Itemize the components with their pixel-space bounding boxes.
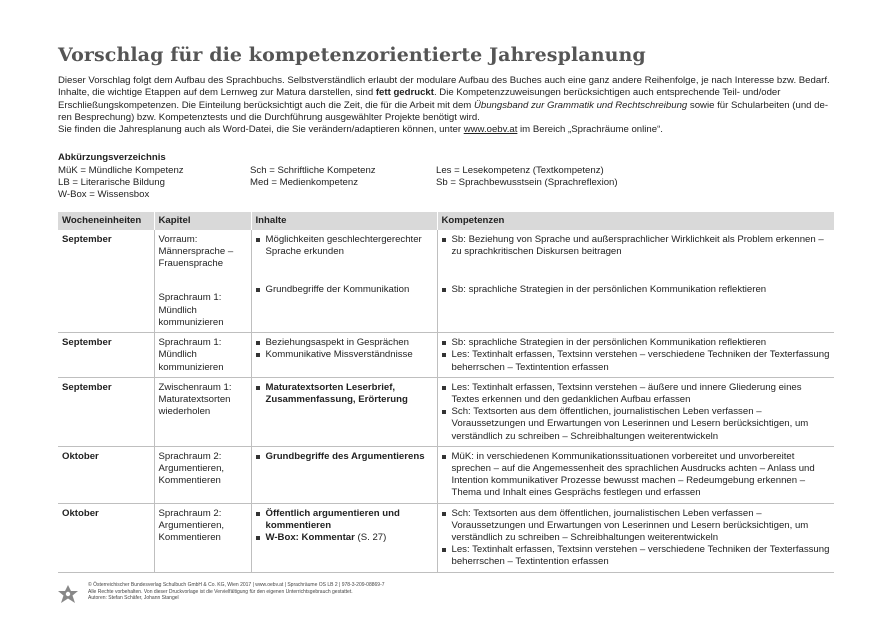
intro-segment: Inhalte, die wichtige Etappen auf dem Lernweg zur Matura darstellen, sind bbox=[58, 87, 376, 99]
chapter-line: Sprachraum 2: bbox=[158, 450, 222, 462]
intro-bold: fett gedruckt bbox=[375, 87, 434, 99]
chapter-line: Männersprache – bbox=[158, 246, 234, 258]
content-item: Öffentlich argumentieren und kommentieren bbox=[256, 508, 433, 532]
chapter-cell bbox=[154, 377, 251, 446]
header-competences: Kompetenzen bbox=[437, 212, 834, 230]
header-weeks: Wocheneinheiten bbox=[58, 212, 154, 230]
competence-item: MüK: in verschiedenen Kommunikationssituationen vorbereitet und unvorbereitet sprechen – auf die Angemessenheit des sprachlichen Ausdrucks achten – Anlass und Intention kommunikativer Prozesse bewusst machen – Redeumgebung erkennen – Thema und Inhalt eines Gesprächs festlegen und erfassen bbox=[442, 451, 831, 500]
chapter-line: Mündlich bbox=[158, 349, 197, 361]
footer-rights: Alle Rechte vorbehalten. Von dieser Druckvorlage ist die Vervielfältigung für den eigenen Unterrichtsgebrauch gestattet. bbox=[88, 588, 353, 595]
abbreviation-item: Med = Medienkompetenz bbox=[250, 177, 358, 189]
abbreviation-column bbox=[436, 165, 636, 202]
footer-authors: Autoren: Stefan Schäfer, Johann Stangel bbox=[88, 595, 179, 601]
content-item: Grundbegriffe der Kommunikation bbox=[256, 284, 433, 296]
planning-table bbox=[58, 212, 834, 573]
intro-segment: im Bereich „Sprachräume online“. bbox=[517, 124, 663, 136]
oebv-logo-icon bbox=[58, 585, 78, 605]
competences-cell bbox=[437, 333, 834, 378]
competence-item: Les: Textinhalt erfassen, Textsinn verstehen – äußere und innere Gliederung eines Textes erkennen und den gedanklichen Aufbau erfassen bbox=[442, 382, 831, 406]
abbreviation-list bbox=[58, 152, 834, 201]
page bbox=[58, 44, 834, 573]
chapter-line: Maturatextsorten bbox=[158, 393, 231, 405]
abbreviation-item: Sch = Schriftliche Kompetenz bbox=[250, 164, 376, 176]
intro-line bbox=[58, 87, 834, 99]
contents-cell bbox=[251, 333, 437, 378]
header-chapter: Kapitel bbox=[154, 212, 251, 230]
competence-item: Les: Textinhalt erfassen, Textsinn verstehen – verschiedene Techniken der Texterfassung beherrschen – Textintention erfassen bbox=[442, 349, 831, 373]
competence-item: Sb: sprachliche Strategien in der persönlichen Kommunikation reflektieren bbox=[442, 284, 831, 296]
content-item: Beziehungsaspekt in Gesprächen bbox=[256, 337, 433, 349]
table-row bbox=[58, 333, 834, 378]
intro-line: ren Besprechung) bzw. Kompetenztests und die Durchführung ausgewählter Projekte benötigt wird. bbox=[58, 111, 480, 123]
intro-italic: Übungsband zur Grammatik und Rechtschreibung bbox=[473, 99, 688, 111]
chapter-line: Sprachraum 1: bbox=[158, 337, 222, 349]
table-row bbox=[58, 446, 834, 503]
abbreviation-item: LB = Literarische Bildung bbox=[58, 177, 165, 189]
contents-cell bbox=[251, 503, 437, 572]
abbreviation-item: MüK = Mündliche Kompetenz bbox=[58, 164, 184, 176]
intro-segment: Erschließungskompetenzen. Die Einteilung berücksichtigt auch die Zeit, die für die Arbeit mit dem bbox=[58, 99, 474, 111]
chapter-cell bbox=[154, 503, 251, 572]
content-bold: W-Box: Kommentar bbox=[265, 531, 355, 543]
contents-cell bbox=[251, 446, 437, 503]
content-item: Möglichkeiten geschlechtergerechter Sprache erkunden bbox=[256, 234, 433, 258]
chapter-cell bbox=[154, 333, 251, 378]
header-contents: Inhalte bbox=[251, 212, 437, 230]
week-cell: Oktober bbox=[58, 446, 154, 503]
page-title: Vorschlag für die kompetenzorientierte Jahresplanung bbox=[58, 44, 646, 66]
competence-item: Les: Textinhalt erfassen, Textsinn verstehen – verschiedene Techniken der Texterfassung beherrschen – Textintention erfassen bbox=[442, 544, 831, 568]
week-cell: September bbox=[58, 230, 154, 333]
competence-item: Sch: Textsorten aus dem öffentlichen, journalistischen Leben verfassen – Voraussetzungen und Erwartungen von Leserinnen und Lesern berücksichtigen, um verständlich zu schreiben – Schreibhaltungen weiterentwickeln bbox=[442, 508, 831, 545]
competences-cell bbox=[437, 230, 834, 333]
intro-text bbox=[58, 75, 834, 136]
abbreviation-column bbox=[250, 165, 436, 202]
chapter-line: Vorraum: bbox=[158, 233, 198, 245]
table-header-row bbox=[58, 212, 834, 230]
chapter-line: Sprachraum 2: bbox=[158, 507, 222, 519]
chapter-line: Mündlich bbox=[158, 304, 197, 316]
chapter-cell bbox=[154, 446, 251, 503]
chapter-line: Argumentieren, bbox=[158, 462, 225, 474]
week-cell: September bbox=[58, 333, 154, 378]
abbreviation-title: Abkürzungsverzeichnis bbox=[58, 152, 166, 164]
abbreviation-item: Les = Lesekompetenz (Textkompetenz) bbox=[436, 164, 604, 176]
competences-cell bbox=[437, 377, 834, 446]
content-item: Grundbegriffe des Argumentierens bbox=[256, 451, 433, 463]
chapter-line: Sprachraum 1: bbox=[158, 292, 222, 304]
intro-segment: . Die Kompetenzzuweisungen berücksichtigen auch entsprechende Teil- und/oder bbox=[433, 87, 781, 99]
table-row bbox=[58, 230, 834, 333]
chapter-line: Kommentieren bbox=[158, 475, 221, 487]
intro-line bbox=[58, 100, 834, 112]
week-cell: Oktober bbox=[58, 503, 154, 572]
footer-copyright: © Österreichischer Bundesverlag Schulbuch GmbH & Co. KG, Wien 2017 | www.oebv.at | Sprachräume OS LB 2 | 978-3-209-08869-7 bbox=[88, 582, 385, 588]
table-row bbox=[58, 377, 834, 446]
intro-segment: Sie finden die Jahresplanung auch als Word-Datei, die Sie verändern/adaptieren können, unter bbox=[58, 124, 464, 136]
competence-item: Sch: Textsorten aus dem öffentlichen, journalistischen Leben verfassen – Voraussetzungen und Erwartungen von Leserinnen und Lesern berücksichtigen, um verständlich zu schreiben – Schreibhaltungen weiterentwickeln bbox=[442, 406, 831, 443]
chapter-line: Zwischenraum 1: bbox=[158, 381, 232, 393]
competences-cell bbox=[437, 503, 834, 572]
competence-item: Sb: Beziehung von Sprache und außersprachlicher Wirklichkeit als Problem erkennen – zu sprachkritischen Diskursen beitragen bbox=[442, 234, 831, 258]
competences-cell bbox=[437, 446, 834, 503]
abbreviation-item: W-Box = Wissensbox bbox=[58, 189, 150, 201]
content-item: Kommunikative Missverständnisse bbox=[256, 349, 433, 361]
intro-line: Dieser Vorschlag folgt dem Aufbau des Sprachbuchs. Selbstverständlich erlaubt der modulare Aufbau des Buches auch eine ganz andere Reihenfolge, je nach Interesse bzw. Bedarf. bbox=[58, 75, 830, 86]
chapter-line: wiederholen bbox=[158, 406, 211, 418]
chapter-line: Frauensprache bbox=[158, 258, 224, 270]
chapter-line: kommunizieren bbox=[158, 361, 224, 373]
content-page-ref: (S. 27) bbox=[354, 531, 387, 543]
contents-cell bbox=[251, 377, 437, 446]
intro-line bbox=[58, 124, 834, 136]
abbreviation-item: Sb = Sprachbewusstsein (Sprachreflexion) bbox=[436, 177, 618, 189]
chapter-line: Kommentieren bbox=[158, 531, 221, 543]
competence-item: Sb: sprachliche Strategien in der persönlichen Kommunikation reflektieren bbox=[442, 337, 831, 349]
chapter-line: Argumentieren, bbox=[158, 519, 225, 531]
table-row bbox=[58, 503, 834, 572]
contents-cell bbox=[251, 230, 437, 333]
chapter-line: kommunizieren bbox=[158, 316, 224, 328]
abbreviation-column bbox=[58, 165, 250, 202]
week-cell: September bbox=[58, 377, 154, 446]
intro-segment: sowie für Schularbeiten (und de- bbox=[687, 99, 829, 111]
oebv-link[interactable]: www.oebv.at bbox=[463, 124, 518, 136]
chapter-cell bbox=[154, 230, 251, 333]
content-item: Maturatextsorten Leserbrief, Zusammenfassung, Erörterung bbox=[256, 382, 433, 406]
content-item bbox=[256, 532, 433, 544]
